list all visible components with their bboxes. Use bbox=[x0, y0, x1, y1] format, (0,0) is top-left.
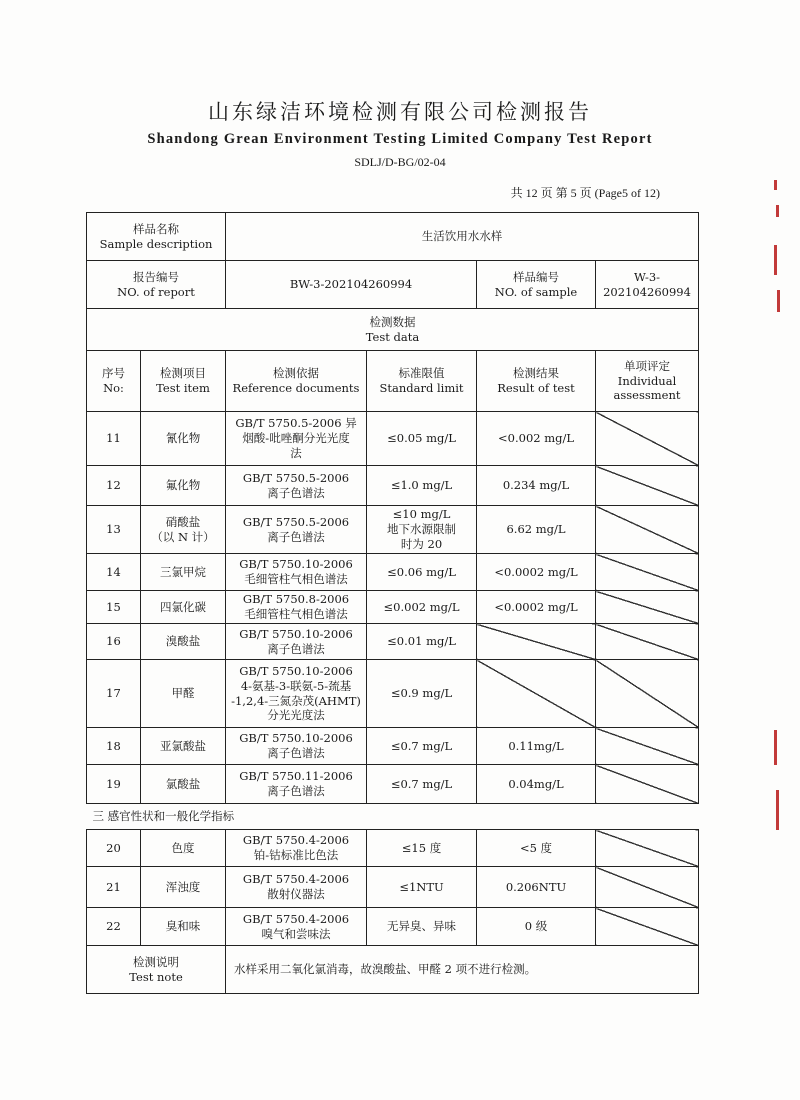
edge-mark bbox=[776, 790, 779, 830]
assessment-cell bbox=[596, 412, 699, 466]
section-title: 三 感官性状和一般化学指标 bbox=[87, 804, 699, 830]
col-header-result: 检测结果 Result of test bbox=[477, 351, 596, 412]
test-item: 硝酸盐 （以 N 计） bbox=[141, 506, 226, 554]
test-item: 氰化物 bbox=[141, 412, 226, 466]
standard-limit: ≤10 mg/L 地下水源限制 时为 20 bbox=[367, 506, 477, 554]
reference-method: GB/T 5750.4-2006 散射仪器法 bbox=[226, 867, 367, 908]
test-result: 0.206NTU bbox=[477, 867, 596, 908]
page-indicator: 共 12 页 第 5 页 (Page5 of 12) bbox=[510, 186, 660, 200]
test-report-table bbox=[86, 212, 699, 994]
test-result: <0.0002 mg/L bbox=[477, 554, 596, 591]
test-item: 甲醛 bbox=[141, 660, 226, 728]
row-number: 21 bbox=[87, 867, 141, 908]
test-item: 臭和味 bbox=[141, 908, 226, 946]
section-header-row bbox=[87, 804, 699, 830]
sample-description-value: 生活饮用水水样 bbox=[226, 213, 699, 261]
table-row bbox=[87, 591, 699, 624]
table-row bbox=[87, 660, 699, 728]
standard-limit: ≤0.05 mg/L bbox=[367, 412, 477, 466]
assessment-cell bbox=[596, 908, 699, 946]
table-row bbox=[87, 908, 699, 946]
edge-mark bbox=[776, 205, 779, 217]
test-item: 亚氯酸盐 bbox=[141, 728, 226, 765]
row-number: 16 bbox=[87, 624, 141, 660]
reference-method: GB/T 5750.5-2006 离子色谱法 bbox=[226, 506, 367, 554]
standard-limit: ≤0.01 mg/L bbox=[367, 624, 477, 660]
row-number: 13 bbox=[87, 506, 141, 554]
test-note-label: 检测说明 Test note bbox=[87, 946, 226, 994]
table-row bbox=[87, 554, 699, 591]
sample-description-row bbox=[87, 213, 699, 261]
test-item: 氯酸盐 bbox=[141, 765, 226, 804]
reference-method: GB/T 5750.10-2006 毛细管柱气相色谱法 bbox=[226, 554, 367, 591]
table-row bbox=[87, 466, 699, 506]
assessment-cell bbox=[596, 624, 699, 660]
test-item: 氟化物 bbox=[141, 466, 226, 506]
reference-method: GB/T 5750.10-2006 4-氨基-3-联氨-5-巯基 -1,2,4-三氮杂茂(AHMT) 分光光度法 bbox=[226, 660, 367, 728]
test-data-title: 检测数据 Test data bbox=[87, 309, 699, 351]
sample-number-label: 样品编号 NO. of sample bbox=[477, 261, 596, 309]
row-number: 12 bbox=[87, 466, 141, 506]
assessment-cell bbox=[596, 591, 699, 624]
col-header-assessment: 单项评定 Individual assessment bbox=[596, 351, 699, 412]
test-result: 0.04mg/L bbox=[477, 765, 596, 804]
assessment-cell bbox=[596, 728, 699, 765]
test-item: 浑浊度 bbox=[141, 867, 226, 908]
sample-number-value: W-3-202104260994 bbox=[596, 261, 699, 309]
test-result bbox=[477, 624, 596, 660]
table-row bbox=[87, 867, 699, 908]
reference-method: GB/T 5750.4-2006 铂-钴标准比色法 bbox=[226, 830, 367, 867]
col-header-limit: 标准限值 Standard limit bbox=[367, 351, 477, 412]
test-result bbox=[477, 660, 596, 728]
edge-mark bbox=[774, 730, 777, 765]
edge-mark bbox=[774, 180, 777, 190]
test-data-header bbox=[87, 309, 699, 351]
standard-limit: ≤0.7 mg/L bbox=[367, 765, 477, 804]
col-header-item: 检测项目 Test item bbox=[141, 351, 226, 412]
edge-mark bbox=[777, 290, 780, 312]
reference-method: GB/T 5750.4-2006 嗅气和尝味法 bbox=[226, 908, 367, 946]
report-number-row bbox=[87, 261, 699, 309]
test-item: 三氯甲烷 bbox=[141, 554, 226, 591]
standard-limit: ≤1.0 mg/L bbox=[367, 466, 477, 506]
test-result: <5 度 bbox=[477, 830, 596, 867]
report-number-value: BW-3-202104260994 bbox=[226, 261, 477, 309]
test-item: 四氯化碳 bbox=[141, 591, 226, 624]
table-row bbox=[87, 506, 699, 554]
test-item: 溴酸盐 bbox=[141, 624, 226, 660]
row-number: 20 bbox=[87, 830, 141, 867]
test-note-row bbox=[87, 946, 699, 994]
standard-limit: ≤0.002 mg/L bbox=[367, 591, 477, 624]
assessment-cell bbox=[596, 765, 699, 804]
edge-mark bbox=[774, 245, 777, 275]
test-result: <0.002 mg/L bbox=[477, 412, 596, 466]
table-row bbox=[87, 412, 699, 466]
reference-method: GB/T 5750.5-2006 异 烟酸-吡唑酮分光光度 法 bbox=[226, 412, 367, 466]
row-number: 14 bbox=[87, 554, 141, 591]
col-header-no: 序号 No: bbox=[87, 351, 141, 412]
test-note-text: 水样采用二氧化氯消毒，故溴酸盐、甲醛 2 项不进行检测。 bbox=[226, 946, 699, 994]
document-code: SDLJ/D-BG/02-04 bbox=[354, 155, 446, 169]
standard-limit: ≤0.9 mg/L bbox=[367, 660, 477, 728]
standard-limit: ≤0.7 mg/L bbox=[367, 728, 477, 765]
standard-limit: ≤0.06 mg/L bbox=[367, 554, 477, 591]
test-result: 0 级 bbox=[477, 908, 596, 946]
report-number-label: 报告编号 NO. of report bbox=[87, 261, 226, 309]
reference-method: GB/T 5750.11-2006 离子色谱法 bbox=[226, 765, 367, 804]
sample-description-label: 样品名称 Sample description bbox=[87, 213, 226, 261]
test-result: 0.11mg/L bbox=[477, 728, 596, 765]
test-result: 6.62 mg/L bbox=[477, 506, 596, 554]
assessment-cell bbox=[596, 506, 699, 554]
row-number: 15 bbox=[87, 591, 141, 624]
row-number: 17 bbox=[87, 660, 141, 728]
standard-limit: 无异臭、异味 bbox=[367, 908, 477, 946]
col-header-reference: 检测依据 Reference documents bbox=[226, 351, 367, 412]
test-result: <0.0002 mg/L bbox=[477, 591, 596, 624]
table-row bbox=[87, 830, 699, 867]
row-number: 22 bbox=[87, 908, 141, 946]
row-number: 19 bbox=[87, 765, 141, 804]
reference-method: GB/T 5750.10-2006 离子色谱法 bbox=[226, 728, 367, 765]
assessment-cell bbox=[596, 830, 699, 867]
assessment-cell bbox=[596, 867, 699, 908]
report-title-en: Shandong Grean Environment Testing Limited Company Test Report bbox=[147, 131, 653, 147]
row-number: 11 bbox=[87, 412, 141, 466]
reference-method: GB/T 5750.5-2006 离子色谱法 bbox=[226, 466, 367, 506]
standard-limit: ≤1NTU bbox=[367, 867, 477, 908]
reference-method: GB/T 5750.10-2006 离子色谱法 bbox=[226, 624, 367, 660]
assessment-cell bbox=[596, 660, 699, 728]
standard-limit: ≤15 度 bbox=[367, 830, 477, 867]
table-row bbox=[87, 765, 699, 804]
table-row bbox=[87, 624, 699, 660]
report-title-cn: 山东绿洁环境检测有限公司检测报告 bbox=[208, 100, 592, 124]
row-number: 18 bbox=[87, 728, 141, 765]
assessment-cell bbox=[596, 554, 699, 591]
test-item: 色度 bbox=[141, 830, 226, 867]
test-result: 0.234 mg/L bbox=[477, 466, 596, 506]
reference-method: GB/T 5750.8-2006 毛细管柱气相色谱法 bbox=[226, 591, 367, 624]
column-header-row bbox=[87, 351, 699, 412]
assessment-cell bbox=[596, 466, 699, 506]
table-row bbox=[87, 728, 699, 765]
